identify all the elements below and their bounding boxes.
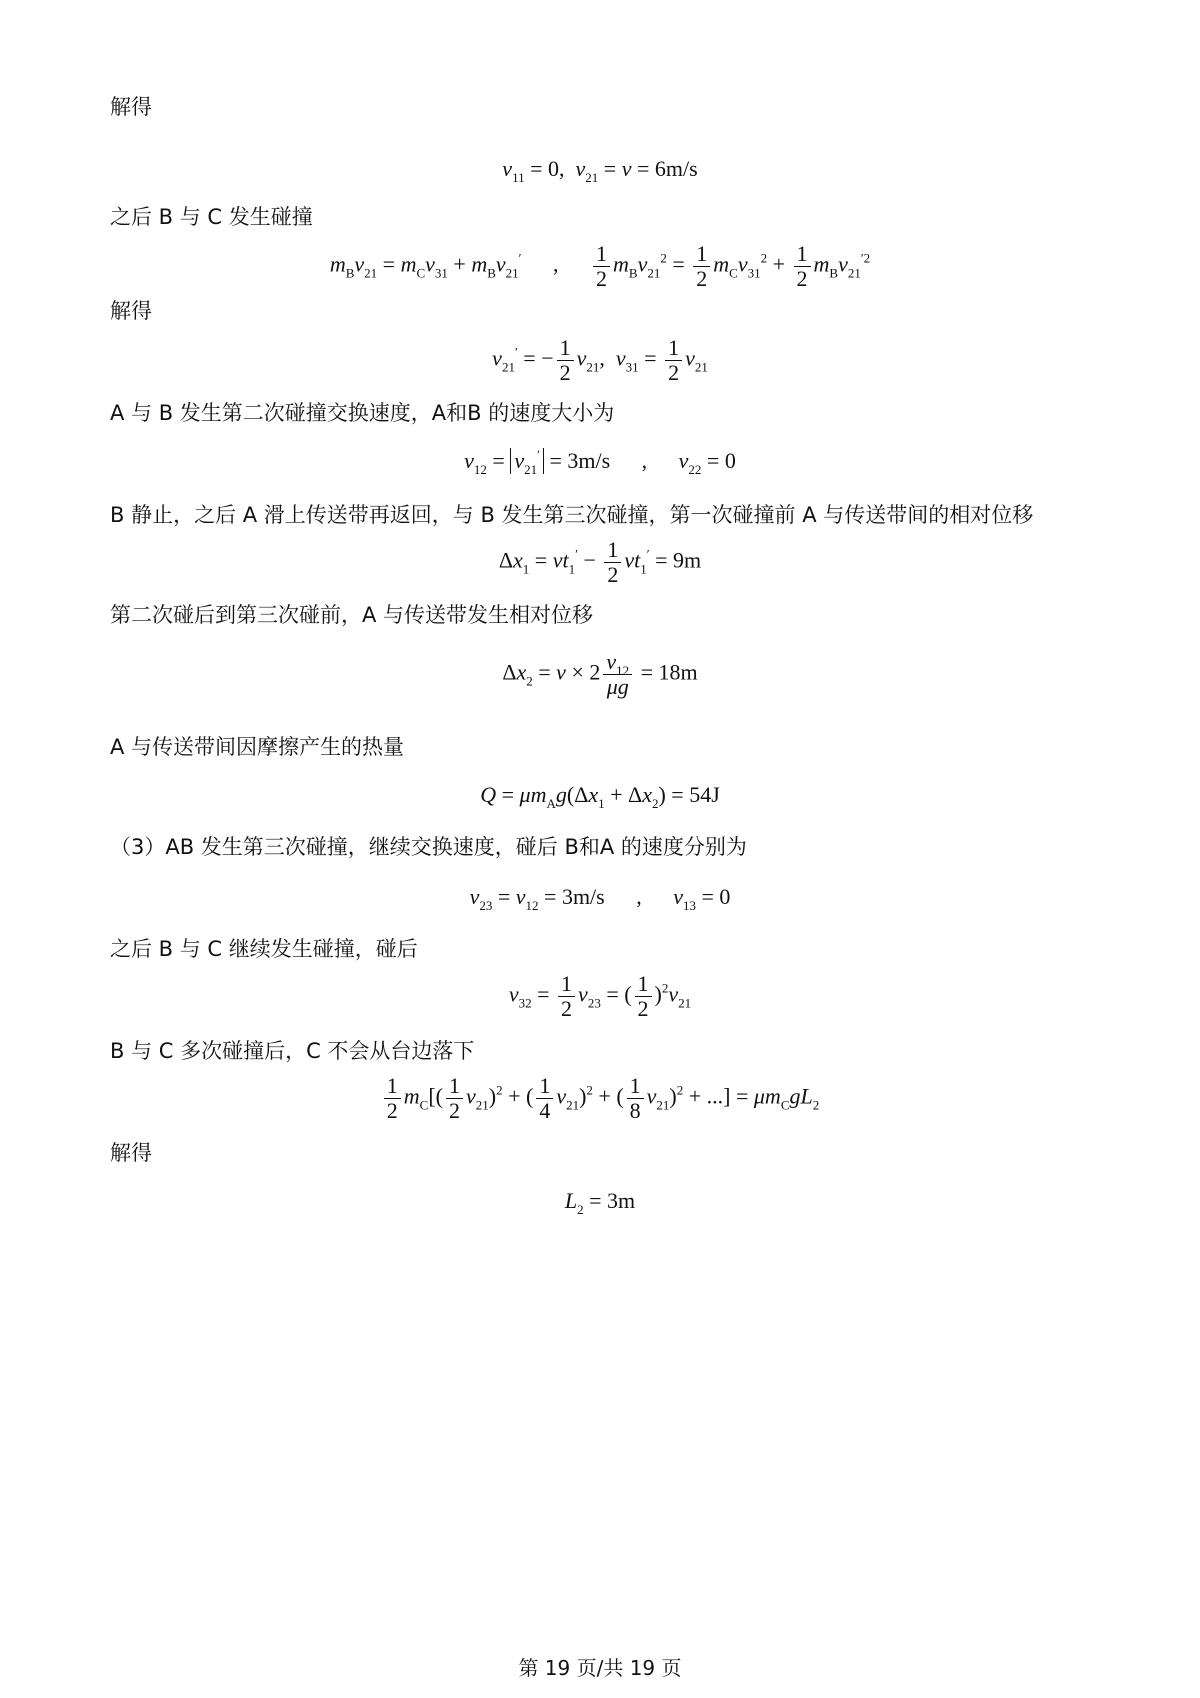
v12-value: 3m/s — [567, 448, 611, 473]
equation-7: $Q = \mu m_Ag(\Delta x_1 + \Delta x_2) = 54J$ — [480, 782, 720, 811]
equation-11: $L_2 = 3m$ — [564, 1188, 636, 1217]
dx2-value: 18m — [658, 659, 698, 685]
paragraph-2: 之后 B 与 C 发生碰撞 — [110, 205, 313, 229]
equation-1: $v_{11} = 0$, $v_{21} = v = 6m/s$ — [502, 156, 698, 185]
paragraph-11: 解得 — [110, 1141, 152, 1165]
equation-8: $v_{23} = v_{12} = 3m/s$ , $v_{13} = 0$ — [469, 884, 731, 913]
equation-6: $\Delta x_2 = v \times 2$ $\frac{v_{12}}{\mu g}$ = 18m — [502, 649, 698, 699]
paragraph-3: 解得 — [110, 299, 152, 323]
equation-3: $v_{21}'$ = − $\frac{1}{2}$ $v_{21}$, $v_{31}$ = $\frac{1}{2}$ $v_{21}$ — [492, 335, 708, 385]
dx1-value: 9m — [673, 547, 702, 573]
equation-2: $m_Bv_{21} = m_Cv_{31} + m_Bv_{21}'$ , $\frac{1}{2}$ $m_Bv_{21}^2$ = $\frac{1}{2}$ $m_Cv_{31}^2$ + $\frac{1}{2}$ $m_Bv_{21}^{'2}$ — [329, 241, 871, 291]
v23-value: 3m/s — [561, 884, 605, 909]
paragraph-5: B 静止，之后 A 滑上传送带再返回，与 B 发生第三次碰撞，第一次碰撞前 A 与传送带间的相对位移 — [110, 503, 1034, 527]
equation-10: $\frac{1}{2}$ $m_C$[( $\frac{1}{2}$ $v_{21})^2$ + ( $\frac{1}{4}$ $v_{21})^2$ + ( $\frac{1}{8}$ $v_{21})^2$ + ...] = $\mu m_CgL_2$ — [0, 1074, 1200, 1123]
paragraph-6: 第二次碰后到第三次碰前，A 与传送带发生相对位移 — [110, 603, 594, 627]
paragraph-1: 解得 — [110, 95, 152, 119]
paragraph-7: A 与传送带间因摩擦产生的热量 — [110, 735, 405, 759]
paragraph-8: （3）AB 发生第三次碰撞，继续交换速度，碰后 B和A 的速度分别为 — [110, 835, 747, 859]
paragraph-10: B 与 C 多次碰撞后，C 不会从台边落下 — [110, 1039, 475, 1063]
page-footer: 第 19 页/共 19 页 — [518, 1656, 682, 1680]
v-result-value: 6m/s — [654, 156, 698, 181]
equation-5: $\Delta x_1 = vt_1'$ − $\frac{1}{2}$ $vt_1' = 9m$ — [498, 537, 702, 587]
equation-9: $v_{32}$ = $\frac{1}{2}$ $v_{23}$ = ( $\frac{1}{2}$ )$^2v_{21}$ — [508, 971, 692, 1021]
equation-4: $v_{12} = v_{21}' = 3m/s$ , $v_{22} = 0$ — [464, 447, 736, 477]
paragraph-4: A 与 B 发生第二次碰撞交换速度，A和B 的速度大小为 — [110, 401, 615, 425]
l2-value: 3m — [607, 1188, 636, 1213]
q-value: 54J — [689, 782, 720, 807]
paragraph-9: 之后 B 与 C 继续发生碰撞，碰后 — [110, 937, 418, 961]
